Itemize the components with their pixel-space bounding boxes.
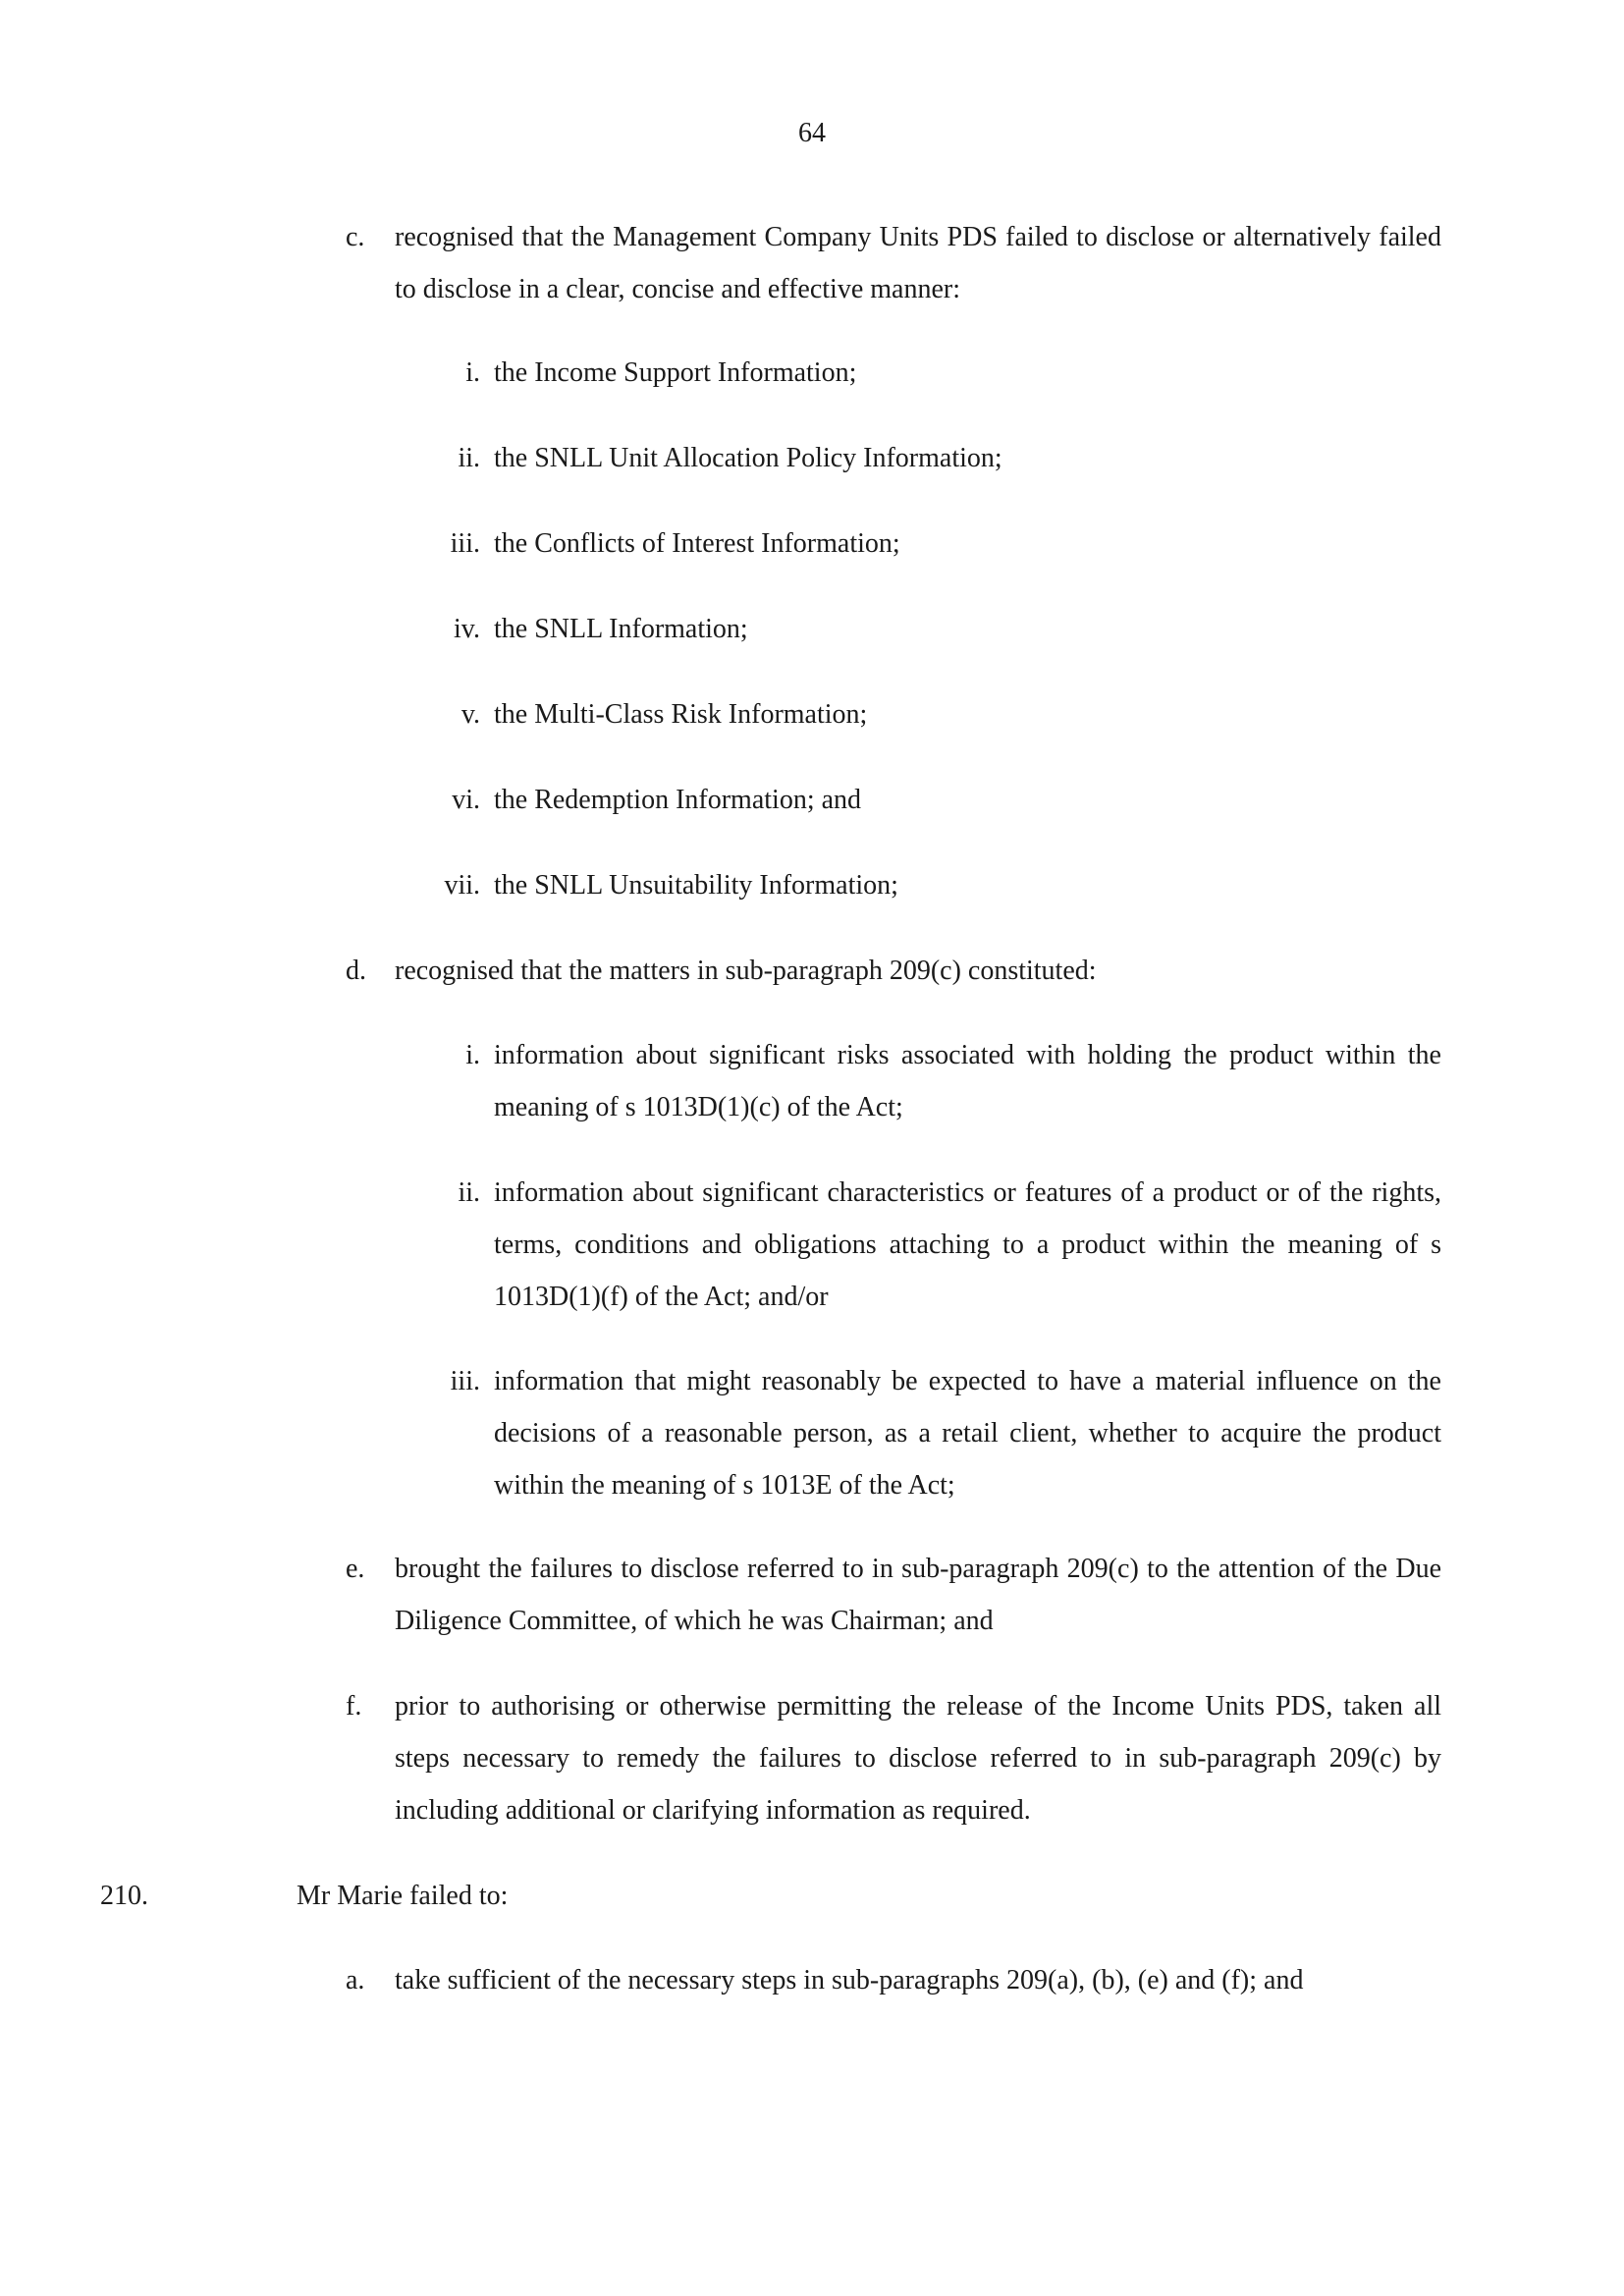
list-item-c (346, 211, 1441, 315)
item-text: the Multi-Class Risk Information; (494, 699, 868, 730)
paragraph-number: 210. (100, 1881, 148, 1911)
item-text: recognised that the matters in sub-paragraph 209(c) constituted: (395, 956, 1097, 986)
item-label: vi. (452, 785, 480, 815)
list-item-d-ii (458, 1167, 1441, 1323)
item-text: brought the failures to disclose referred to in sub-paragraph 209(c) to the attention of the Due Diligence Committee, of which he was Chairman; and (395, 1554, 1441, 1636)
item-label: ii. (458, 1177, 480, 1208)
list-item-c-iii (450, 518, 1441, 570)
list-item-f (346, 1680, 1441, 1836)
item-text: the Income Support Information; (494, 357, 857, 388)
list-item-c-i (465, 347, 1441, 399)
item-text: information about significant characteristics or features of a product or of the rights, terms, conditions and obligations attaching to a product within the meaning of s 1013D(1)(f) of the Act; and/or (494, 1177, 1441, 1312)
item-text: the SNLL Unit Allocation Policy Information; (494, 443, 1002, 473)
list-item-c-vi (452, 774, 1441, 826)
item-label: vii. (444, 870, 480, 901)
list-item-c-iv (454, 603, 1441, 655)
page-number: 64 (798, 118, 826, 148)
item-text: the SNLL Information; (494, 614, 748, 644)
list-item-e (346, 1543, 1441, 1647)
item-label: v. (460, 699, 480, 730)
item-text: the Conflicts of Interest Information; (494, 528, 900, 559)
item-label: iv. (454, 614, 480, 644)
item-text: recognised that the Management Company Units PDS failed to disclose or alternatively failed to disclose in a clear, concise and effective manner: (395, 222, 1441, 304)
list-item-d (346, 945, 1441, 997)
list-item-c-vii (444, 859, 1441, 911)
item-label: i. (465, 1040, 480, 1070)
item-text: the Redemption Information; and (494, 785, 862, 815)
item-label: e. (346, 1554, 365, 1584)
list-item-d-i (465, 1029, 1441, 1133)
item-label: c. (346, 222, 365, 252)
paragraph-210 (100, 1870, 1441, 1922)
item-text: take sufficient of the necessary steps in sub-paragraphs 209(a), (b), (e) and (f); and (395, 1965, 1304, 1995)
item-label: a. (346, 1965, 365, 1995)
item-label: ii. (458, 443, 480, 473)
list-item-d-iii (450, 1355, 1441, 1511)
item-label: f. (346, 1691, 362, 1722)
list-item-c-ii (458, 432, 1441, 484)
item-label: iii. (450, 528, 480, 559)
list-item-c-v (460, 688, 1441, 740)
item-text: prior to authorising or otherwise permitting the release of the Income Units PDS, taken all steps necessary to remedy the failures to disclose referred to in sub-paragraph 209(c) by including additional or clarifying information as required. (395, 1691, 1441, 1826)
list-item-210-a (346, 1954, 1441, 2006)
item-text: the SNLL Unsuitability Information; (494, 870, 898, 901)
item-text: information that might reasonably be expected to have a material influence on the decisions of a reasonable person, as a retail client, whether to acquire the product within the meaning of s 1013E of the Act; (494, 1366, 1441, 1501)
item-label: i. (465, 357, 480, 388)
item-text: information about significant risks associated with holding the product within the meaning of s 1013D(1)(c) of the Act; (494, 1040, 1441, 1122)
item-label: iii. (450, 1366, 480, 1396)
item-label: d. (346, 956, 366, 986)
paragraph-text: Mr Marie failed to: (297, 1881, 509, 1911)
